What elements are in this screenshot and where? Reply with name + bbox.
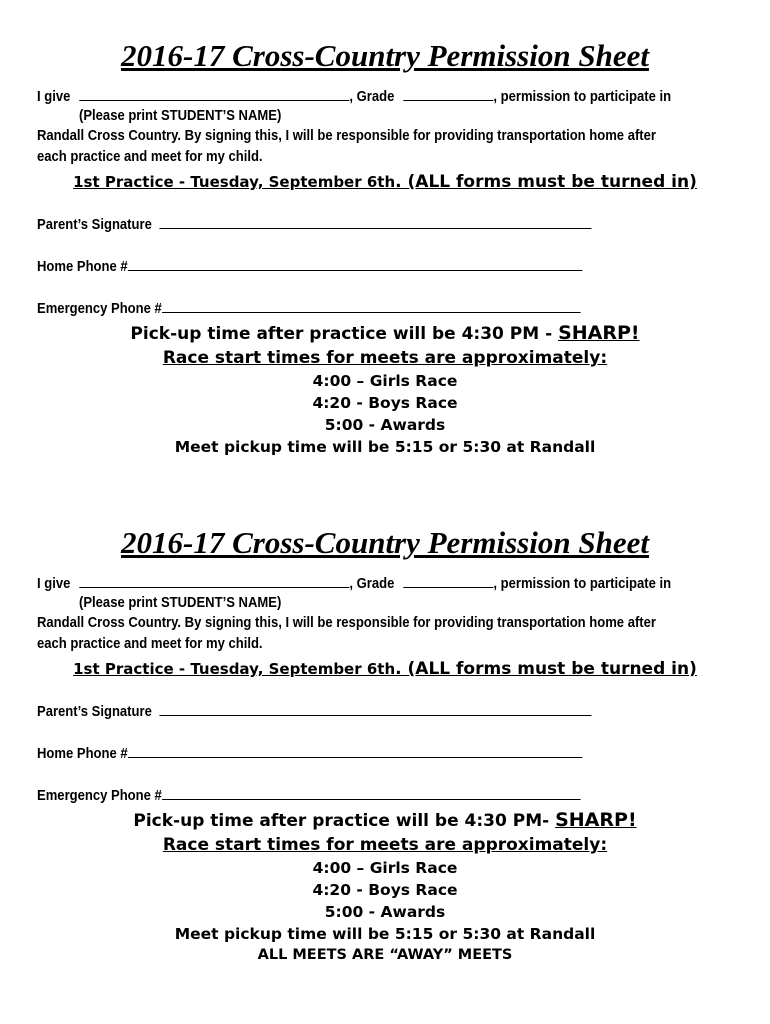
student-line — [37, 575, 671, 592]
permission-sheet-1 — [0, 36, 770, 456]
permission-text: , permission to participate in — [493, 89, 672, 105]
emergency-phone-field[interactable] — [162, 300, 580, 313]
home-phone-line — [37, 745, 582, 762]
forms-notice: . (ALL forms must be turned in) — [395, 659, 697, 679]
sheet-title: 2016-17 Cross-Country Permission Sheet — [121, 525, 649, 560]
sharp-text: SHARP! — [555, 809, 637, 831]
grade-label: , Grade — [349, 89, 395, 105]
race-time-boys: 4:20 - Boys Race — [312, 881, 458, 899]
emergency-phone-line — [37, 300, 580, 317]
sheet-title: 2016-17 Cross-Country Permission Sheet — [121, 38, 649, 73]
parent-signature-label: Parent’s Signature — [37, 217, 152, 233]
race-time-girls: 4:00 – Girls Race — [312, 859, 458, 877]
print-name-hint: (Please print STUDENT’S NAME) — [79, 108, 282, 124]
parent-signature-line — [37, 216, 591, 233]
practice-date: 1st Practice - Tuesday, September 6th — [73, 660, 396, 678]
home-phone-label: Home Phone # — [37, 746, 128, 762]
pickup-time-text: Pick-up time after practice will be 4:30 PM - — [130, 324, 559, 344]
body-line-1: Randall Cross Country. By signing this, I will be responsible for providing transportation home after — [37, 128, 656, 144]
i-give-label: I give — [37, 576, 71, 592]
print-name-hint: (Please print STUDENT’S NAME) — [79, 595, 282, 611]
home-phone-field[interactable] — [128, 745, 582, 758]
race-time-awards: 5:00 - Awards — [324, 416, 446, 434]
parent-signature-label: Parent’s Signature — [37, 704, 152, 720]
permission-text: , permission to participate in — [493, 576, 672, 592]
race-time-boys: 4:20 - Boys Race — [312, 394, 458, 412]
race-time-awards: 5:00 - Awards — [324, 903, 446, 921]
emergency-phone-label: Emergency Phone # — [37, 301, 162, 317]
first-practice-line — [0, 659, 770, 679]
student-name-field[interactable] — [79, 88, 349, 101]
first-practice-line — [0, 172, 770, 192]
body-line-2: each practice and meet for my child. — [37, 636, 263, 652]
sharp-text: SHARP! — [558, 322, 640, 344]
student-name-field[interactable] — [79, 575, 349, 588]
parent-signature-field[interactable] — [159, 216, 591, 229]
meet-pickup-time: Meet pickup time will be 5:15 or 5:30 at Randall — [174, 438, 596, 456]
emergency-phone-label: Emergency Phone # — [37, 788, 162, 804]
grade-label: , Grade — [349, 576, 395, 592]
body-line-2: each practice and meet for my child. — [37, 149, 263, 165]
forms-notice: . (ALL forms must be turned in) — [395, 172, 697, 192]
home-phone-line — [37, 258, 582, 275]
parent-signature-line — [37, 703, 591, 720]
parent-signature-field[interactable] — [159, 703, 591, 716]
race-times-heading: Race start times for meets are approximately: — [162, 835, 608, 855]
permission-sheet-2 — [0, 523, 770, 963]
body-line-1: Randall Cross Country. By signing this, I will be responsible for providing transportation home after — [37, 615, 656, 631]
away-meets-notice: ALL MEETS ARE “AWAY” MEETS — [257, 947, 513, 963]
pickup-time-text: Pick-up time after practice will be 4:30 PM- — [133, 811, 556, 831]
grade-field[interactable] — [403, 575, 493, 588]
home-phone-label: Home Phone # — [37, 259, 128, 275]
emergency-phone-field[interactable] — [162, 787, 580, 800]
pickup-time-line — [0, 322, 770, 344]
pickup-time-line — [0, 809, 770, 831]
home-phone-field[interactable] — [128, 258, 582, 271]
race-time-girls: 4:00 – Girls Race — [312, 372, 458, 390]
i-give-label: I give — [37, 89, 71, 105]
student-line — [37, 88, 671, 105]
race-times-heading: Race start times for meets are approximately: — [162, 348, 608, 368]
practice-date: 1st Practice - Tuesday, September 6th — [73, 173, 396, 191]
meet-pickup-time: Meet pickup time will be 5:15 or 5:30 at Randall — [174, 925, 596, 943]
emergency-phone-line — [37, 787, 580, 804]
grade-field[interactable] — [403, 88, 493, 101]
